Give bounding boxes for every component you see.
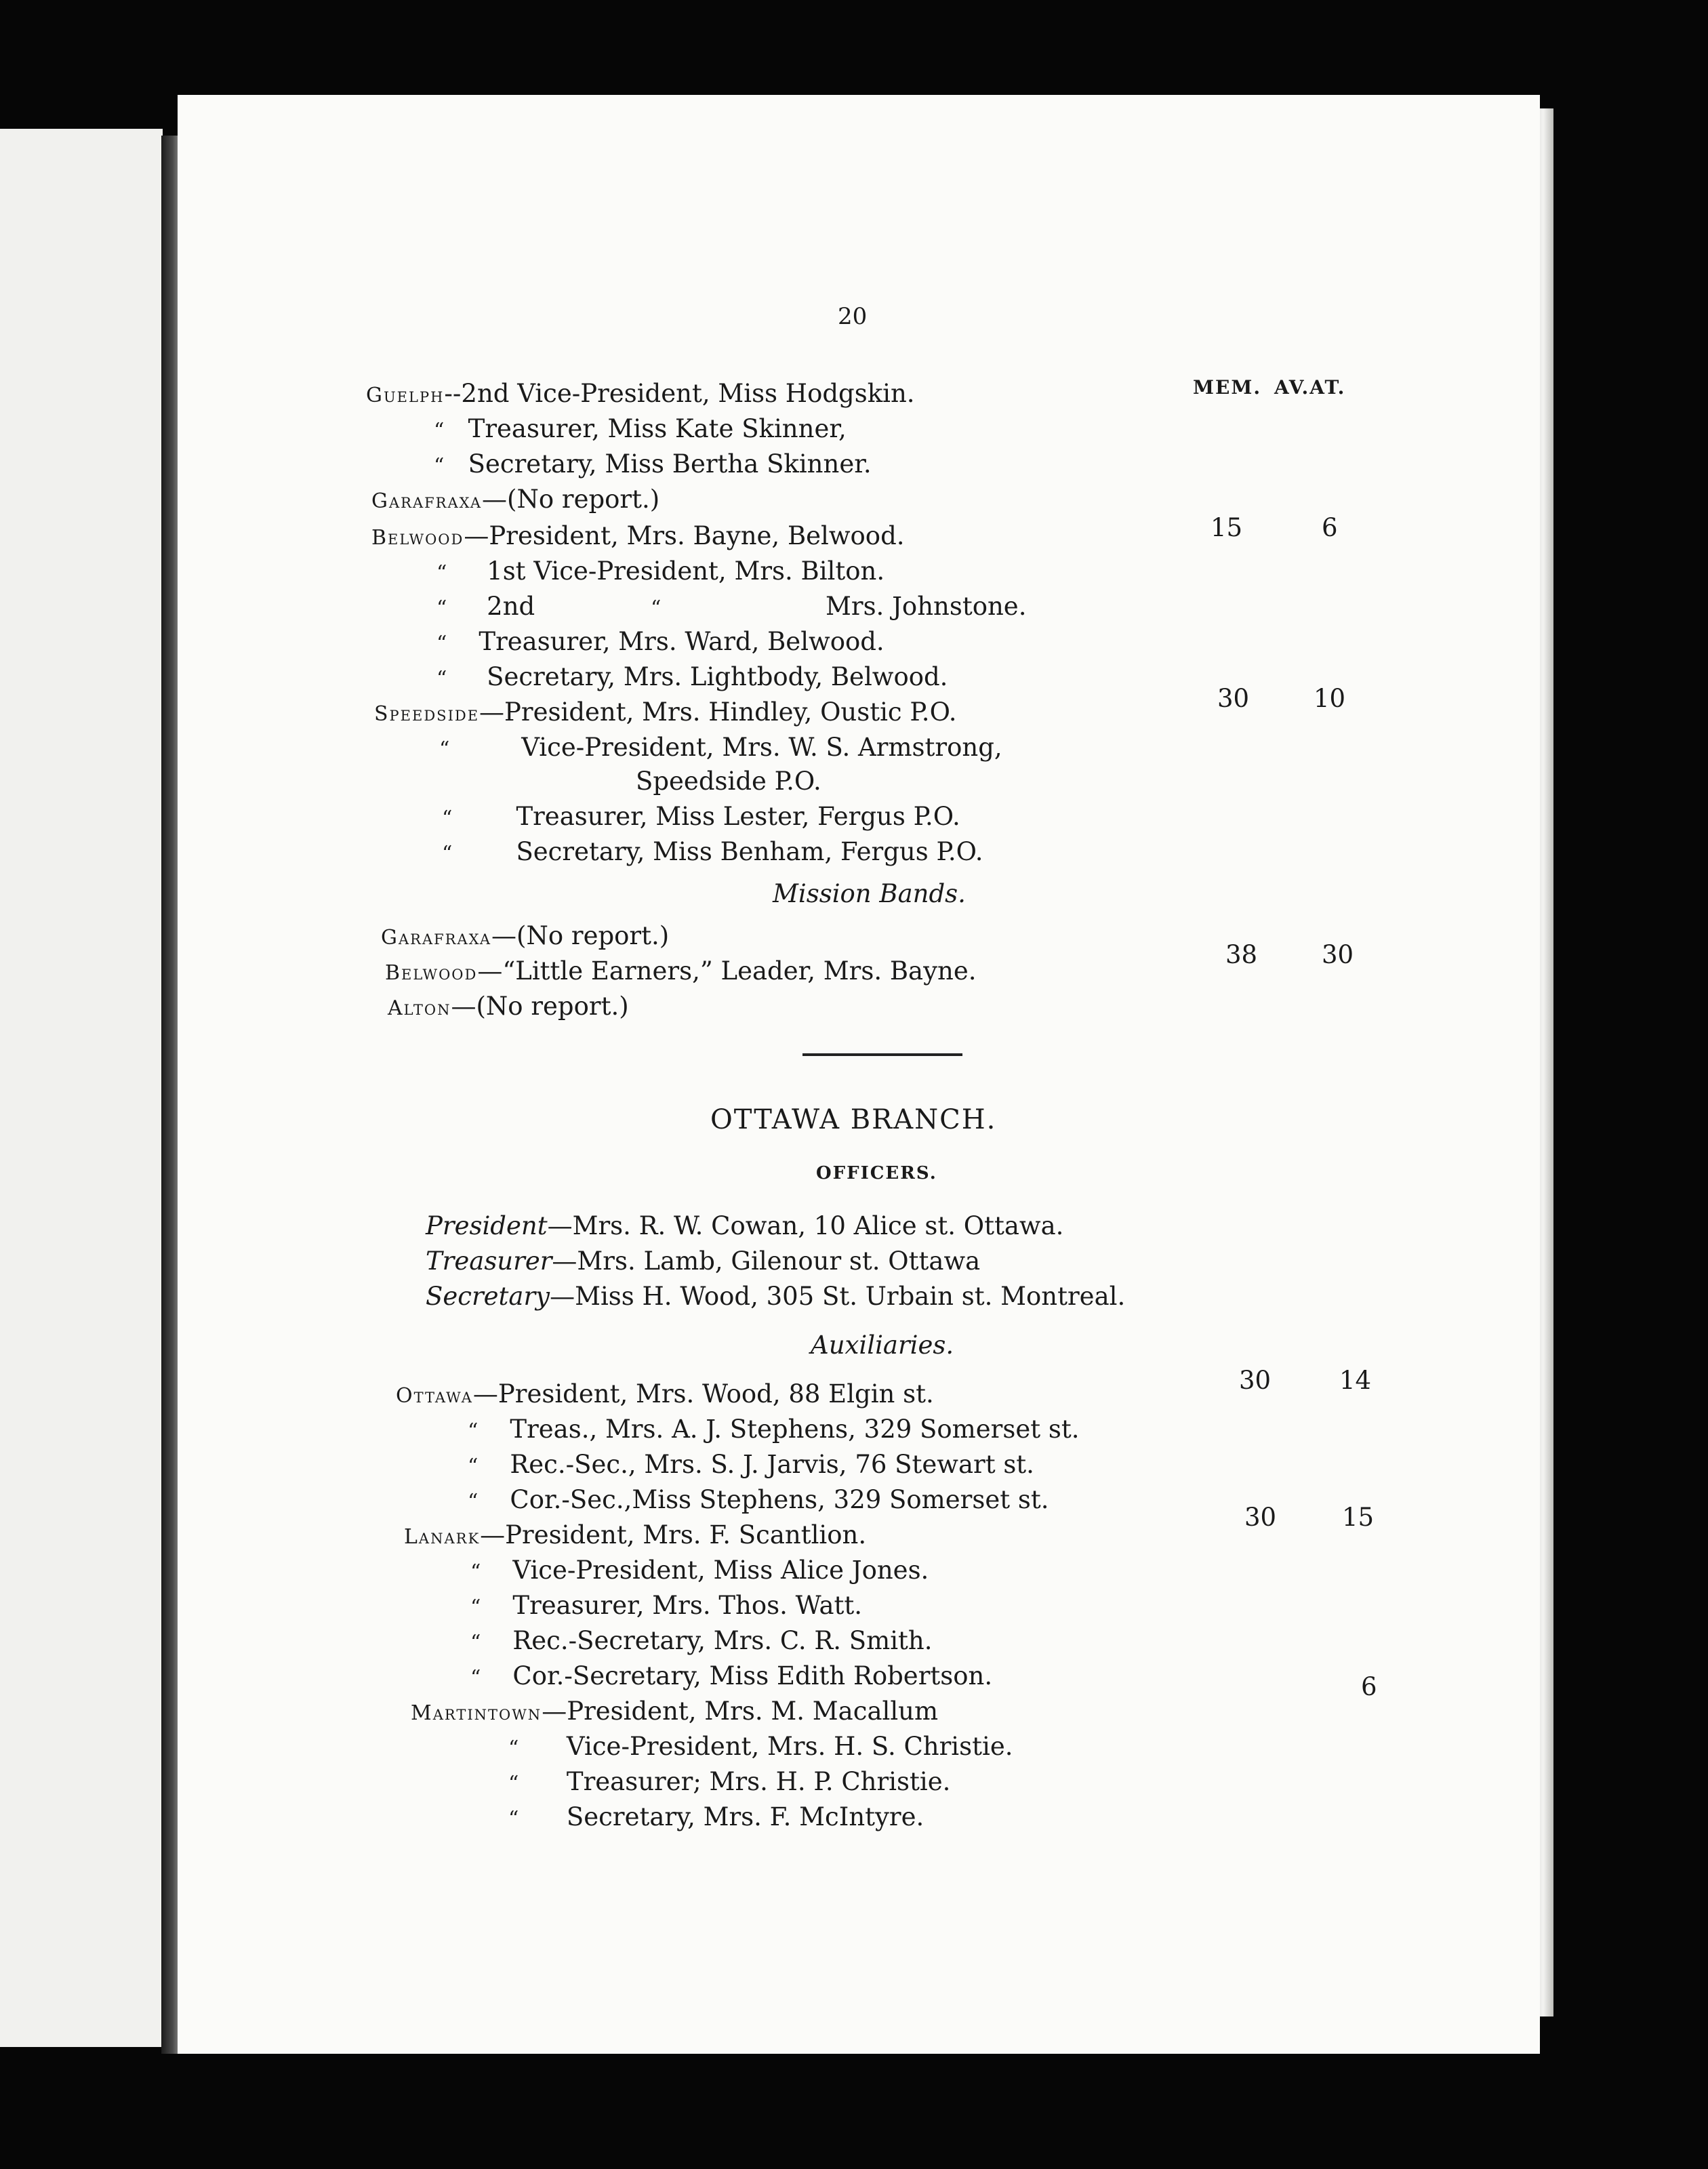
count-attendance: 14 <box>1339 1366 1372 1395</box>
officer-line: Treasurer—Mrs. Lamb, Gilenour st. Ottawa <box>426 1246 981 1276</box>
lanark-line: Lanark—President, Mrs. F. Scantlion. <box>404 1520 867 1549</box>
section-divider <box>802 1053 962 1056</box>
entry-line: “ Vice-President, Mrs. H. S. Christie. <box>508 1732 1013 1761</box>
guelph-line: Guelph--2nd Vice-President, Miss Hodgskin. <box>366 379 915 408</box>
auxiliaries-heading: Auxiliaries. <box>811 1331 954 1360</box>
branch-title: OTTAWA BRANCH. <box>710 1104 997 1135</box>
entry-line: “ Cor.-Secretary, Miss Edith Robertson. <box>470 1661 993 1690</box>
count-attendance: 6 <box>1361 1672 1377 1701</box>
entry-line: “ Treasurer, Miss Lester, Fergus P.O. <box>442 802 960 831</box>
officer-line: Secretary—Miss H. Wood, 305 St. Urbain st. Montreal. <box>426 1282 1126 1311</box>
band-line: Alton—(No report.) <box>388 992 629 1021</box>
count-attendance: 6 <box>1322 513 1338 542</box>
entry-line: “ Vice-President, Mrs. W. S. Armstrong, <box>439 733 1002 762</box>
count-members: 15 <box>1211 513 1243 542</box>
count-attendance: 15 <box>1342 1503 1375 1532</box>
entry-line: “ Vice-President, Miss Alice Jones. <box>470 1556 929 1585</box>
count-members: 30 <box>1244 1503 1277 1532</box>
entry-line: “ Secretary, Miss Bertha Skinner. <box>434 449 872 479</box>
entry-line: “ Secretary, Mrs. Lightbody, Belwood. <box>436 662 948 691</box>
entry-line: “ Rec.-Sec., Mrs. S. J. Jarvis, 76 Stewart st. <box>468 1450 1034 1479</box>
speedside-line: Speedside—President, Mrs. Hindley, Oustic P.O. <box>374 697 957 727</box>
column-header-members: MEM. <box>1193 376 1262 399</box>
count-members: 30 <box>1239 1366 1272 1395</box>
column-header-attendance: AV.AT. <box>1274 376 1346 399</box>
entry-line: Speedside P.O. <box>636 767 821 796</box>
left-page-edge <box>0 129 163 2047</box>
officer-line: President—Mrs. R. W. Cowan, 10 Alice st. Ottawa. <box>426 1211 1064 1240</box>
page-number: 20 <box>838 303 868 330</box>
entry-line-name: Mrs. Johnstone. <box>826 592 1027 621</box>
belwood-line: Belwood—President, Mrs. Bayne, Belwood. <box>371 521 905 550</box>
entry-line: “ Secretary, Mrs. F. McIntyre. <box>508 1802 924 1831</box>
entry-line: “ Treasurer, Mrs. Ward, Belwood. <box>436 627 884 656</box>
entry-line: “ Treas., Mrs. A. J. Stephens, 329 Somerset st. <box>468 1415 1080 1444</box>
martintown-line: Martintown—President, Mrs. M. Macallum <box>411 1697 939 1726</box>
ottawa-line: Ottawa—President, Mrs. Wood, 88 Elgin st. <box>396 1379 934 1408</box>
count-members: 38 <box>1225 940 1258 969</box>
officers-heading: OFFICERS. <box>816 1163 937 1183</box>
mission-bands-heading: Mission Bands. <box>773 879 966 908</box>
count-attendance: 10 <box>1314 684 1346 713</box>
band-line: Garafraxa—(No report.) <box>381 921 670 950</box>
entry-line: “ Rec.-Secretary, Mrs. C. R. Smith. <box>470 1626 933 1655</box>
entry-line: “ Secretary, Miss Benham, Fergus P.O. <box>442 837 983 866</box>
entry-line: “ Treasurer, Mrs. Thos. Watt. <box>470 1591 863 1620</box>
entry-line: “ Treasurer, Miss Kate Skinner, <box>434 414 847 443</box>
count-members: 30 <box>1217 684 1250 713</box>
garafraxa-line: Garafraxa—(No report.) <box>371 485 660 514</box>
band-line: Belwood—“Little Earners,” Leader, Mrs. Bayne. <box>385 956 977 986</box>
entry-line: “ Treasurer; Mrs. H. P. Christie. <box>508 1767 951 1796</box>
entry-line: “ Cor.-Sec.,Miss Stephens, 329 Somerset st. <box>468 1485 1049 1514</box>
count-attendance: 30 <box>1322 940 1354 969</box>
ditto-mark: “ <box>651 596 662 620</box>
entry-line: “ 1st Vice-President, Mrs. Bilton. <box>436 556 885 586</box>
entry-line: “ 2nd <box>436 592 535 621</box>
